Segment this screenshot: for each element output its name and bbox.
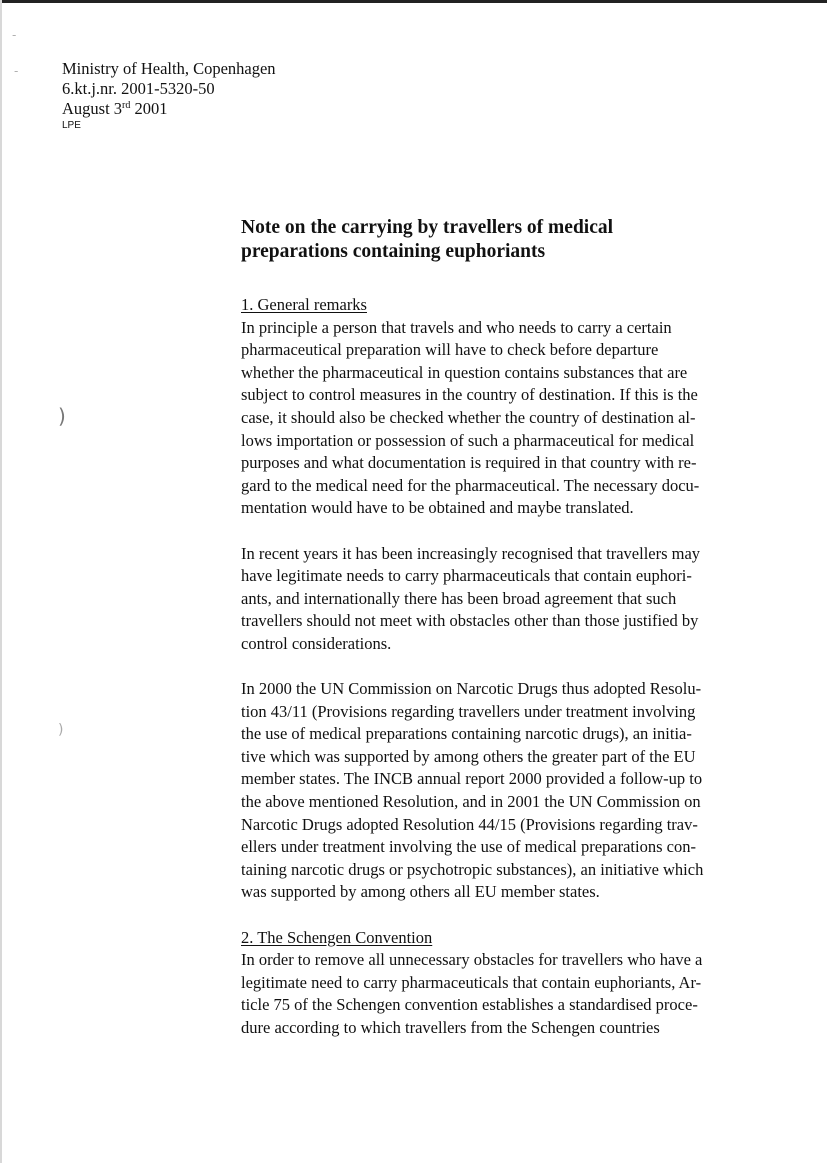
paragraph-line: subject to control measures in the country of destination. If this is the [241,385,698,405]
paragraph-line: whether the pharmaceutical in question contains substances that are [241,362,688,382]
paragraph [241,317,761,520]
paragraph-line: mentation would have to be obtained and maybe translated. [241,498,634,518]
header-reference: 6.kt.j.nr. 2001-5320-50 [62,79,215,98]
section-heading: 1. General remarks [241,295,367,314]
paragraph-line: Narcotic Drugs adopted Resolution 44/15 (Provisions regarding trav- [241,814,698,834]
paragraph-line: control considerations. [241,633,392,653]
header-date-day: August 3 [62,99,123,118]
sections-container [241,294,761,1040]
paragraph-line: the above mentioned Resolution, and in 2001 the UN Commission on [241,792,701,812]
title-line: preparations containing euphoriants [241,241,546,262]
paragraph-line: member states. The INCB annual report 2000 provided a follow-up to [241,769,703,789]
header-date-year: 2001 [130,99,168,118]
paragraph-line: ants, and internationally there has been broad agreement that such [241,588,677,608]
document-title [241,216,761,264]
paragraph-line: have legitimate needs to carry pharmaceuticals that contain euphori- [241,566,692,586]
scan-edge-top [0,0,827,3]
header-date [62,99,276,119]
paragraph-line: In principle a person that travels and who needs to carry a certain [241,317,672,337]
paragraph-line: tive which was supported by among others the greater part of the EU [241,746,696,766]
paragraph-line: travellers should not meet with obstacles other than those justified by [241,611,699,631]
paragraph [241,678,761,904]
section-heading: 2. The Schengen Convention [241,927,433,947]
paragraph-line: the use of medical preparations containing narcotic drugs), an initia- [241,724,692,744]
paragraph-line: tion 43/11 (Provisions regarding travellers under treatment involving [241,701,696,721]
margin-mark: ) [58,404,66,428]
paragraph-line: ticle 75 of the Schengen convention establishes a standardised proce- [241,995,698,1015]
header-organisation: Ministry of Health, Copenhagen [62,59,276,78]
paragraph-line: taining narcotic drugs or psychotropic substances), an initiative which [241,859,704,879]
paragraph-line: legitimate need to carry pharmaceuticals that contain euphoriants, Ar- [241,972,702,992]
paragraph [241,543,761,656]
title-line: Note on the carrying by travellers of medical [241,217,614,238]
margin-mark: - [14,64,19,78]
paragraph-line: case, it should also be checked whether the country of destination al- [241,407,696,427]
scan-edge-left [0,0,2,1163]
paragraph-line: dure according to which travellers from the Schengen countries [241,1018,660,1037]
letter-header [62,59,276,133]
section [241,927,761,1040]
paragraph-line: In order to remove all unnecessary obstacles for travellers who have a [241,950,703,970]
paragraph-line: In recent years it has been increasingly recognised that travellers may [241,543,701,563]
margin-mark: ) [58,722,64,738]
paragraph-line: In 2000 the UN Commission on Narcotic Drugs thus adopted Resolu- [241,679,702,699]
header-initials: LPE [62,120,81,131]
paragraph-line: was supported by among others all EU member states. [241,882,600,902]
paragraph-line: ellers under treatment involving the use of medical preparations con- [241,837,696,857]
document-body [241,216,761,1062]
header-date-suffix: rd [122,100,131,111]
paragraph-line: lows importation or possession of such a pharmaceutical for medical [241,430,695,450]
paragraph-line: gard to the medical need for the pharmaceutical. The necessary docu- [241,475,700,495]
margin-mark: - [12,28,17,42]
paragraph-line: pharmaceutical preparation will have to check before departure [241,340,659,360]
paragraph-line: purposes and what documentation is required in that country with re- [241,453,697,473]
paragraph [241,949,761,1039]
section [241,294,761,904]
